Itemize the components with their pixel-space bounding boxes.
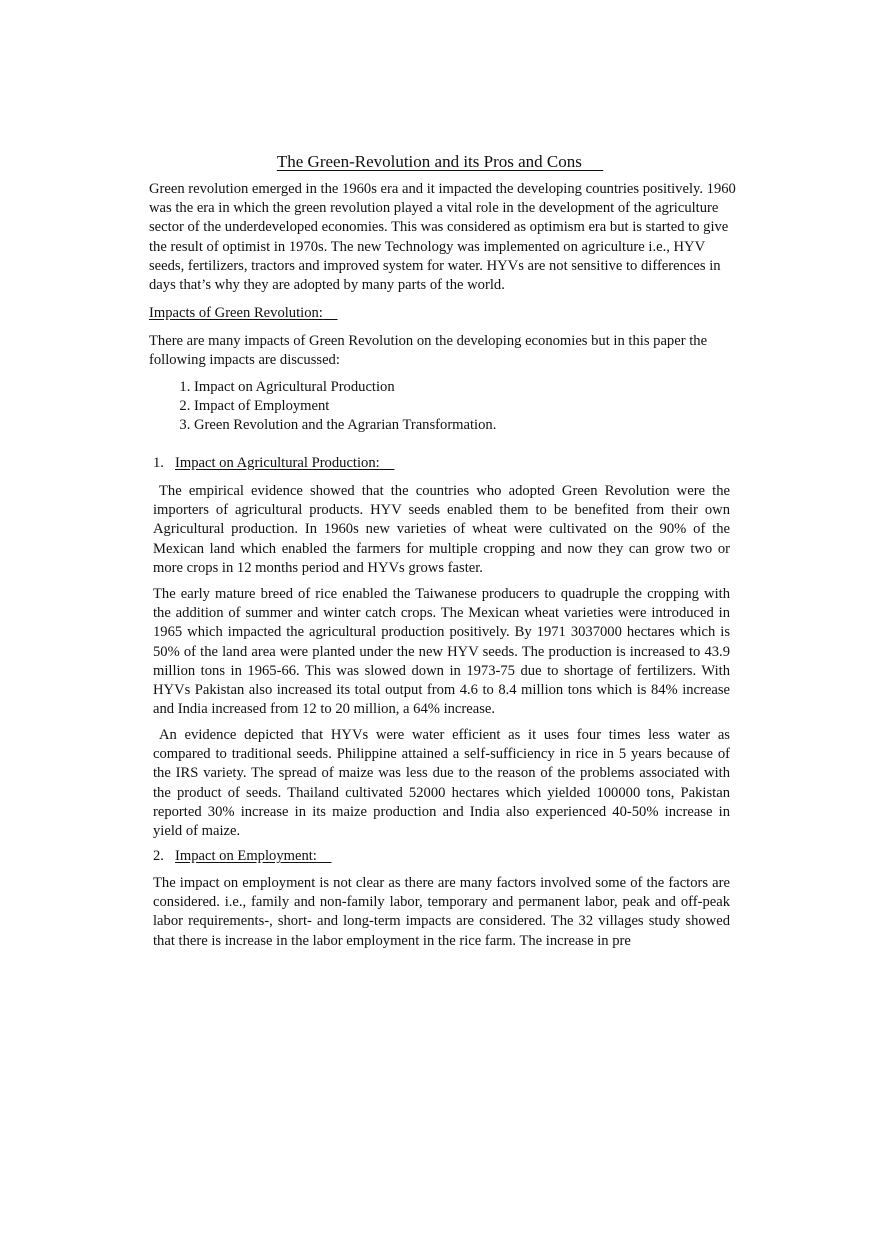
list-item: 1. Impact on Agricultural Production [194,378,496,397]
document-title: The Green-Revolution and its Pros and Cons [276,152,582,171]
intro-paragraph: Green revolution emerged in the 1960s era and it impacted the developing countries positively. 1960 was the era in which the green revolution played a vital role in the development of the agriculture sector of the underdeveloped economies. This was considered as optimism era but is started to give the result of optimist in 1970s. The new Technology was implemented on agriculture i.e., HYV seeds, fertilizers, tractors and improved system for water. HYVs are not sensitive to differences in days that’s why they are adopted by many parts of the world. [149,181,736,294]
section2-paragraph-1: The impact on employment is not clear as there are many factors involved some of the factors are considered. i.e., family and non-family labor, temporary and permanent labor, peak and off-peak labor requirements-, short- and long-term impacts are considered. The 32 villages study showed that there is increase in the labor employment in the rice farm. The increase in pre [153,875,730,949]
section1-number: 1. [153,455,164,471]
section1-heading-text: Impact on Agricultural Production: [175,455,380,471]
section1-paragraph-1: The empirical evidence showed that the countries who adopted Green Revolution were the importers of agricultural products. HYV seeds enabled them to be benefited from their own Agricultural production. In 1960s new varieties of wheat were cultivated on the 90% of the Mexican land which enabled the farmers for multiple cropping and now they can grow two or more crops in 12 months period and HYVs grows faster. [153,483,730,576]
section2-heading-text: Impact on Employment: [175,848,317,864]
list-item: 3. Green Revolution and the Agrarian Transformation. [194,416,496,435]
impacts-heading: Impacts of Green Revolution: [149,305,323,321]
section2-number: 2. [153,848,164,864]
section2-heading [153,847,331,866]
impacts-list [170,378,496,435]
section1-paragraph-2: The early mature breed of rice enabled the Taiwanese producers to quadruple the cropping with the addition of summer and winter catch crops. The Mexican wheat varieties were introduced in 1965 which impacted the agricultural production positively. By 1971 3037000 hectares which is 50% of the land area were planted under the new HYV seeds. The production is increased to 43.9 million tons in 1965-66. This was slowed down in 1973-75 due to shortage of fertilizers. With HYVs Pakistan also increased its total output from 4.6 to 8.4 million tons which is 84% increase and India increased from 12 to 20 million, a 64% increase. [153,586,730,718]
section1-heading [153,454,394,473]
section1-paragraph-3: An evidence depicted that HYVs were water efficient as it uses four times less water as compared to traditional seeds. Philippine attained a self-sufficiency in rice in 5 years because of the IRS variety. The spread of maize was less due to the reason of the problems associated with the product of seeds. Thailand cultivated 52000 hectares which yielded 100000 tons, Pakistan reported 30% increase in its maize production and India also experienced 40-50% increase in yield of maize. [153,727,730,840]
impacts-intro-paragraph: There are many impacts of Green Revolution on the developing economies but in this paper the following impacts are discussed: [149,333,708,369]
list-item: 2. Impact of Employment [194,397,496,416]
